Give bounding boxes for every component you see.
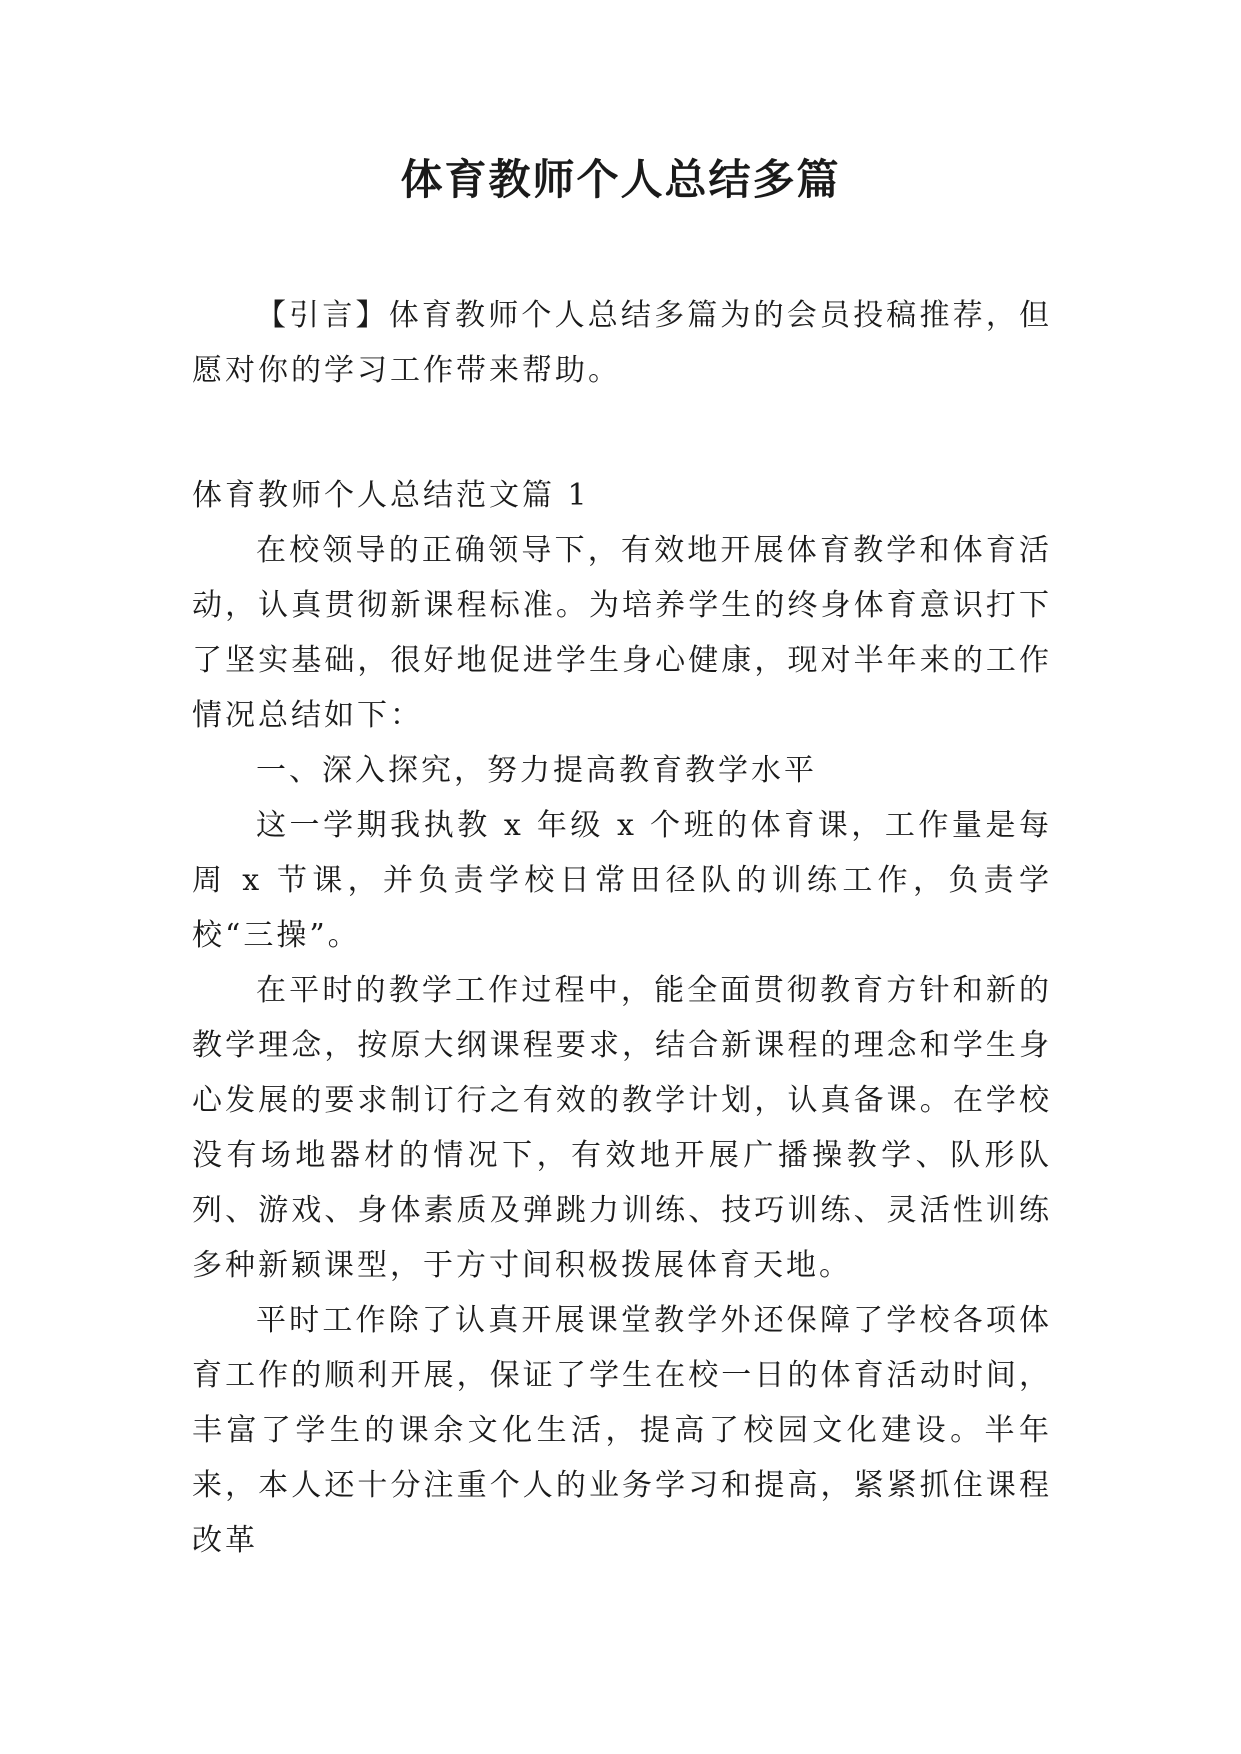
intro-paragraph: 【引言】体育教师个人总结多篇为的会员投稿推荐，但愿对你的学习工作带来帮助。 [192,298,1052,388]
intro-block [192,288,1052,398]
paragraph-1: 在校领导的正确领导下，有效地开展体育教学和体育活动，认真贯彻新课程标准。为培养学生的终身体育意识打下了坚实基础，很好地促进学生身心健康，现对半年来的工作情况总结如下： [192,533,1052,733]
document-title: 体育教师个人总结多篇 [400,155,841,204]
paragraph-3: 在平时的教学工作过程中，能全面贯彻教育方针和新的教学理念，按原大纲课程要求，结合新课程的理念和学生身心发展的要求制订行之有效的教学计划，认真备课。在学校没有场地器材的情况下，有效地开展广播操教学、队形队列、游戏、身体素质及弹跳力训练、技巧训练、灵活性训练多种新颖课型，于方寸间积极拨展体育天地。 [192,973,1052,1283]
paragraph-4: 平时工作除了认真开展课堂教学外还保障了学校各项体育工作的顺利开展，保证了学生在校一日的体育活动时间，丰富了学生的课余文化生活，提高了校园文化建设。半年来，本人还十分注重个人的业务学习和提高，紧紧抓住课程改革 [192,1303,1052,1558]
paragraph-2: 这一学期我执教 x 年级 x 个班的体育课，工作量是每周 x 节课，并负责学校日常田径队的训练工作，负责学校“三操”。 [192,808,1052,953]
section-title: 体育教师个人总结范文篇 1 [192,478,590,513]
article-body [192,468,1052,1568]
heading-1: 一、深入探究，努力提高教育教学水平 [256,753,817,788]
